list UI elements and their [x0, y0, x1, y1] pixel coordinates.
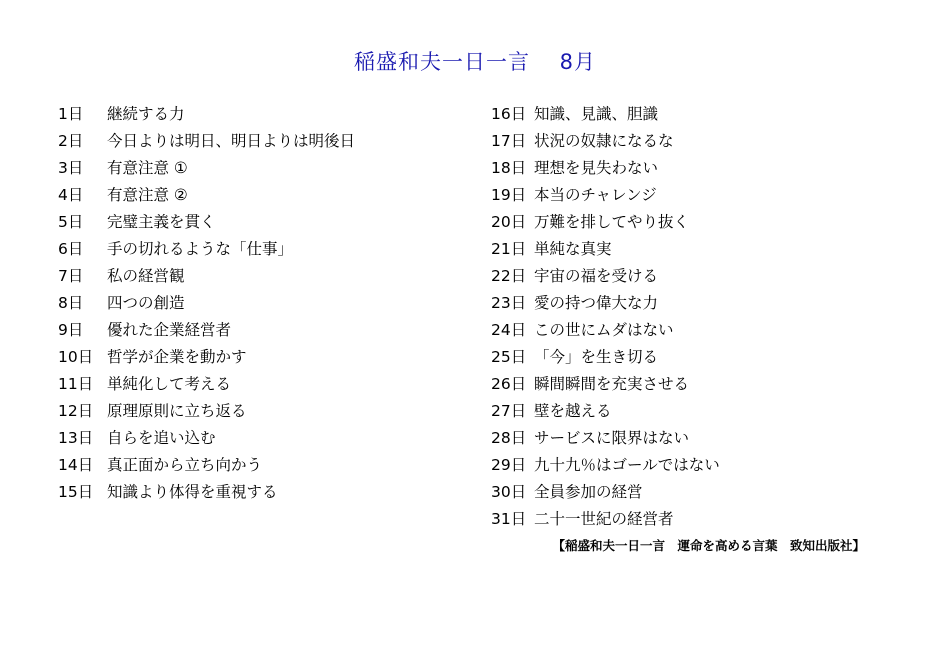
- list-item: [491, 506, 911, 533]
- day-label: 31日: [491, 510, 527, 528]
- day-label: 22日: [491, 267, 527, 285]
- entry-text: 万難を排してやり抜く: [534, 213, 690, 231]
- entry-text: 全員参加の経営: [534, 483, 643, 501]
- entry-text: 瞬間瞬間を充実させる: [534, 375, 690, 393]
- day-label: 20日: [491, 213, 527, 231]
- entry-text: 宇宙の福を受ける: [534, 267, 659, 285]
- list-item: [491, 317, 911, 344]
- entry-text: 単純な真実: [534, 240, 612, 258]
- day-label: 30日: [491, 483, 527, 501]
- list-item: [58, 398, 478, 425]
- day-label: 26日: [491, 375, 527, 393]
- day-label: 1日: [58, 105, 84, 123]
- day-label: 19日: [491, 186, 527, 204]
- entry-text: 優れた企業経営者: [107, 321, 232, 339]
- list-item: [58, 155, 478, 182]
- day-label: 15日: [58, 483, 94, 501]
- list-item: [491, 344, 911, 371]
- list-item: [58, 452, 478, 479]
- day-label: 24日: [491, 321, 527, 339]
- list-item: [491, 263, 911, 290]
- list-item: [58, 371, 478, 398]
- entry-text: 継続する力: [107, 105, 185, 123]
- list-item: [58, 344, 478, 371]
- list-item: [58, 263, 478, 290]
- day-label: 6日: [58, 240, 84, 258]
- day-label: 14日: [58, 456, 94, 474]
- entry-text: 知識より体得を重視する: [107, 483, 278, 501]
- list-item: [491, 155, 911, 182]
- list-item: [491, 209, 911, 236]
- list-item: [491, 479, 911, 506]
- day-label: 21日: [491, 240, 527, 258]
- entry-text: 哲学が企業を動かす: [107, 348, 247, 366]
- entry-text: サービスに限界はない: [534, 429, 690, 447]
- entry-text: 四つの創造: [107, 294, 185, 312]
- entry-text: 有意注意 ②: [107, 186, 188, 204]
- list-item: [491, 236, 911, 263]
- entry-text: 「今」を生き切る: [534, 348, 659, 366]
- day-label: 5日: [58, 213, 84, 231]
- day-label: 4日: [58, 186, 84, 204]
- list-item: [58, 209, 478, 236]
- day-label: 29日: [491, 456, 527, 474]
- day-label: 25日: [491, 348, 527, 366]
- list-item: [491, 290, 911, 317]
- day-label: 16日: [491, 105, 527, 123]
- day-label: 12日: [58, 402, 94, 420]
- entry-text: 今日よりは明日、明日よりは明後日: [107, 132, 356, 150]
- entry-text: この世にムダはない: [534, 321, 674, 339]
- list-item: [491, 452, 911, 479]
- left-column: [58, 101, 478, 506]
- entry-text: 状況の奴隷になるな: [534, 132, 674, 150]
- list-item: [58, 290, 478, 317]
- day-label: 10日: [58, 348, 94, 366]
- entry-text: 真正面から立ち向かう: [107, 456, 263, 474]
- day-label: 27日: [491, 402, 527, 420]
- list-item: [58, 128, 478, 155]
- entry-text: 理想を見失わない: [534, 159, 659, 177]
- list-item: [491, 425, 911, 452]
- list-item: [58, 317, 478, 344]
- entry-text: 私の経営観: [107, 267, 185, 285]
- entry-text: 二十一世紀の経営者: [534, 510, 674, 528]
- entry-text: 知識、見識、胆識: [534, 105, 659, 123]
- entry-text: 九十九％はゴールではない: [534, 456, 720, 474]
- entry-text: 手の切れるような「仕事」: [107, 240, 294, 258]
- list-item: [58, 425, 478, 452]
- entry-text: 原理原則に立ち返る: [107, 402, 247, 420]
- day-label: 8日: [58, 294, 84, 312]
- entry-text: 単純化して考える: [107, 375, 232, 393]
- day-label: 28日: [491, 429, 527, 447]
- entry-text: 愛の持つ偉大な力: [534, 294, 659, 312]
- day-label: 2日: [58, 132, 84, 150]
- list-item: [491, 371, 911, 398]
- day-label: 9日: [58, 321, 84, 339]
- list-item: [58, 182, 478, 209]
- day-label: 18日: [491, 159, 527, 177]
- list-item: [58, 236, 478, 263]
- day-label: 13日: [58, 429, 94, 447]
- list-item: [491, 398, 911, 425]
- entry-text: 壁を越える: [534, 402, 612, 420]
- entry-text: 自らを追い込む: [107, 429, 216, 447]
- right-column: [491, 101, 911, 533]
- list-item: [491, 128, 911, 155]
- day-label: 3日: [58, 159, 84, 177]
- entry-text: 完璧主義を貫く: [107, 213, 216, 231]
- day-label: 23日: [491, 294, 527, 312]
- list-item: [58, 479, 478, 506]
- entry-text: 本当のチャレンジ: [534, 186, 657, 204]
- list-item: [58, 101, 478, 128]
- day-label: 7日: [58, 267, 84, 285]
- page-title: 稲盛和夫一日一言 8月: [353, 50, 597, 74]
- list-item: [491, 182, 911, 209]
- day-label: 17日: [491, 132, 527, 150]
- entry-text: 有意注意 ①: [107, 159, 188, 177]
- day-label: 11日: [58, 375, 94, 393]
- list-item: [491, 101, 911, 128]
- source-citation: 【稲盛和夫一日一言 運命を高める言葉 致知出版社】: [552, 538, 865, 553]
